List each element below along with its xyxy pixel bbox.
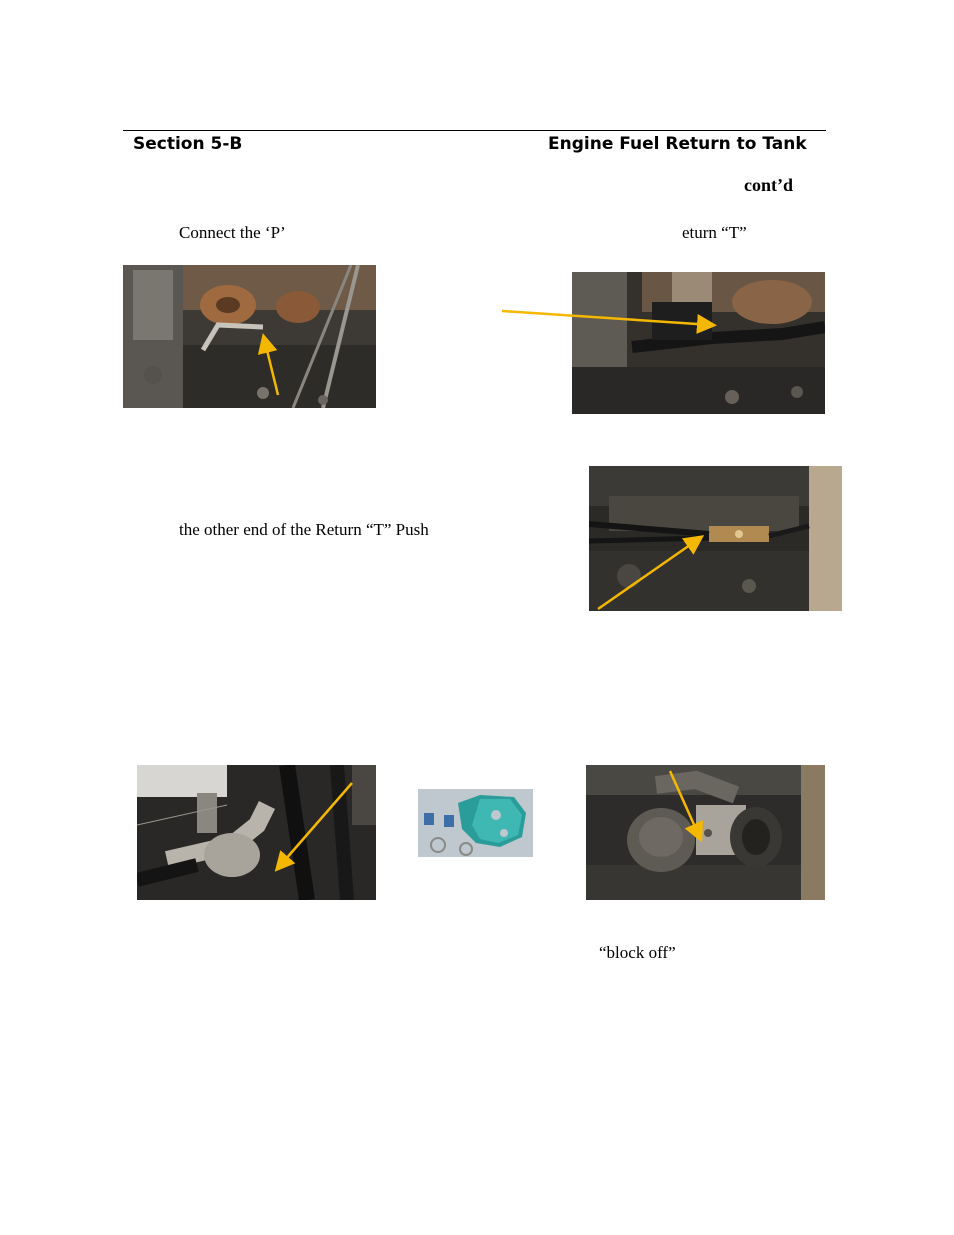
engine-fuel-line-photo — [123, 265, 376, 408]
fuel-rail-return-t-photo — [589, 466, 842, 611]
header-rule — [123, 130, 826, 131]
block-off-plate-kit-photo — [418, 789, 533, 857]
instruction-other-end: the other end of the Return “T” Push — [179, 520, 429, 539]
instruction-return-t: eturn “T” — [682, 223, 747, 242]
instruction-connect: Connect the ‘P’ — [179, 223, 286, 242]
pump-block-off-photo — [586, 765, 825, 900]
fuel-filter-pump-photo — [137, 765, 376, 900]
section-label: Section 5-B — [133, 134, 243, 154]
page-title: Engine Fuel Return to Tank — [548, 134, 807, 154]
continued-label: cont’d — [744, 175, 793, 195]
instruction-block-off: “block off” — [599, 943, 676, 962]
fuel-hose-connection-photo — [572, 272, 825, 414]
